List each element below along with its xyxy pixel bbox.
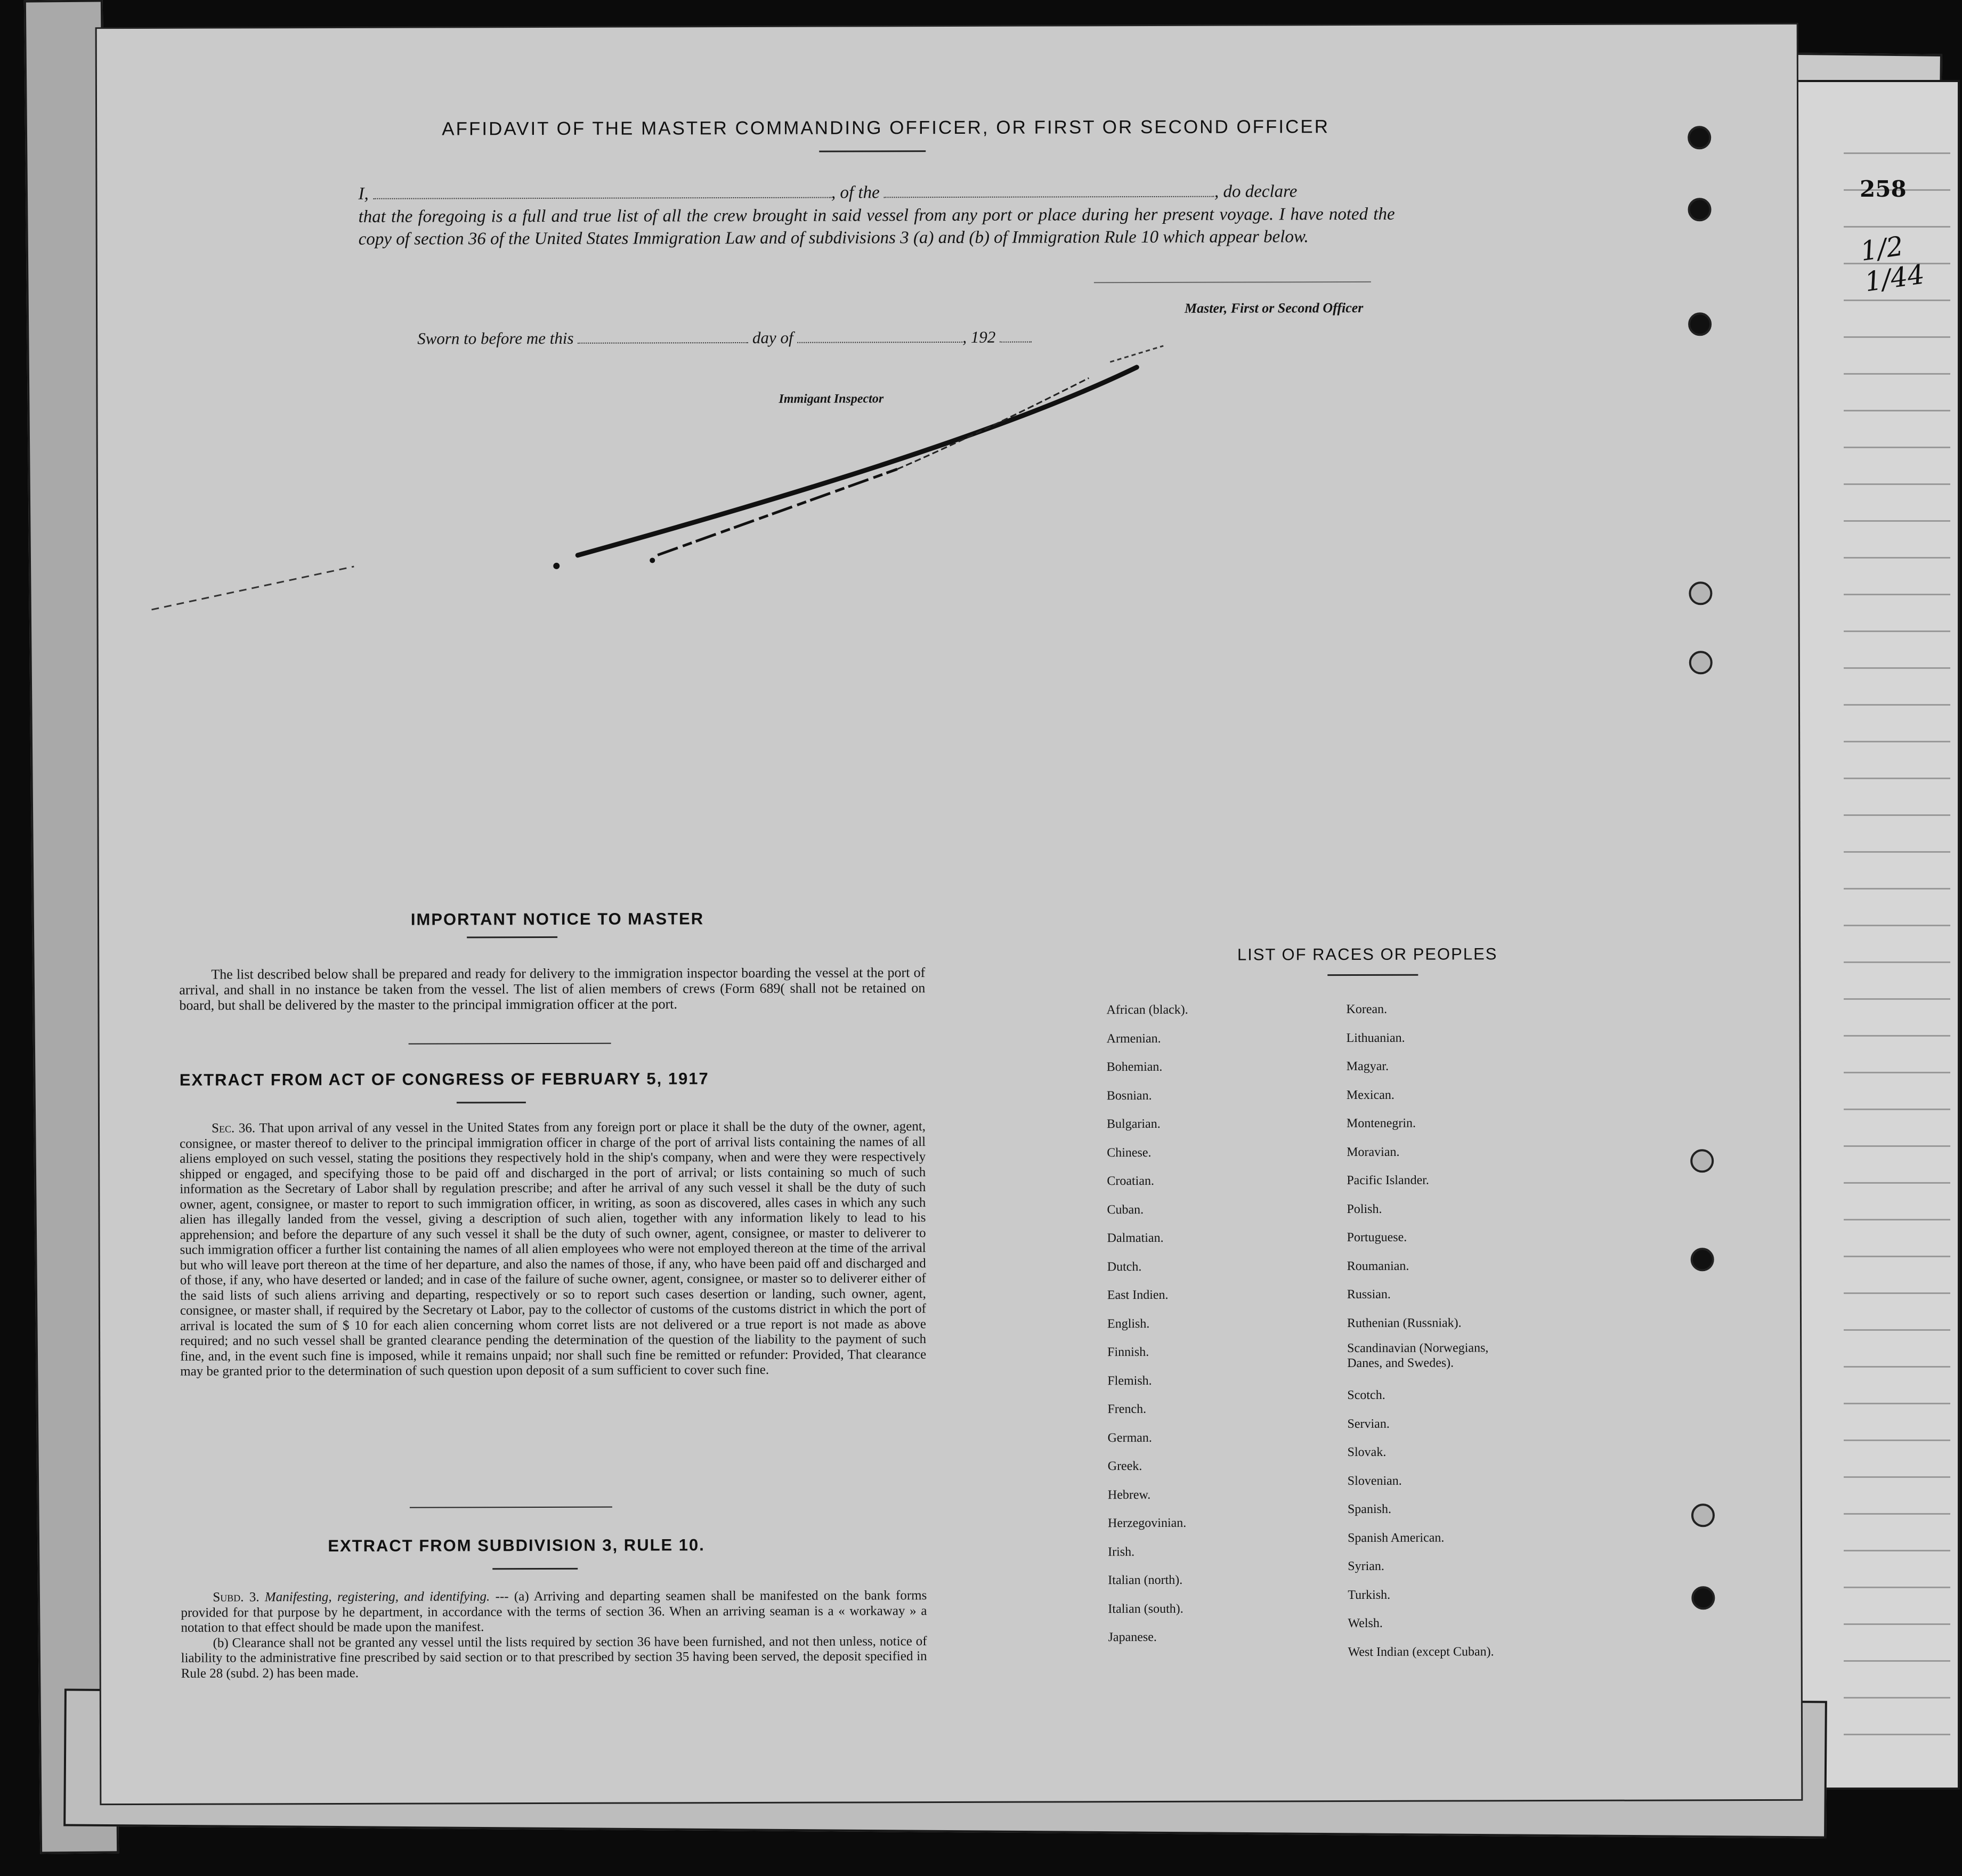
ink-cancellation-stroke [97, 25, 1798, 668]
notice-heading: IMPORTANT NOTICE TO MASTER [410, 909, 704, 929]
inspector-label: Immigant Inspector [779, 392, 884, 406]
affidavit-title: AFFIDAVIT OF THE MASTER COMMANDING OFFICER, OR FIRST OR SECOND OFFICER [442, 116, 1330, 140]
act-text [180, 1119, 926, 1379]
race-item: Chinese. [1107, 1145, 1152, 1160]
race-item: Spanish. [1347, 1502, 1391, 1517]
notice-text: The list described below shall be prepared and ready for delivery to the immigration inspector boarding the vessel at the port of arrival, and shall in no instance be taken from the vessel. The list of alien members of crews (Form 689( shall not be retained on board, but shall be delivered by the master to the principal immigration officer at the port. [179, 965, 926, 1013]
back-sheet-ruled-lines [1844, 117, 1950, 1769]
punch-hole-6 [1690, 1149, 1714, 1172]
punch-hole-1 [1688, 126, 1711, 149]
affidavit-body: that the foregoing is a full and true list of all the crew brought in said vessel from any port or place during her present voyage. I have noted the copy of section 36 of the United States Immigration Law and of subdivisions 3 (a) and (b) of Immigration Rule 10 which appear below. [358, 204, 1395, 249]
race-item: Lithuanian. [1346, 1031, 1405, 1045]
rule10-para-a [181, 1588, 927, 1636]
sworn-prefix: Sworn to before me this [417, 328, 574, 348]
rule10-subd-label: Subd. 3. [213, 1590, 260, 1605]
sworn-year-label: , 192 [962, 327, 996, 346]
do-declare-label: , do declare [1214, 182, 1298, 201]
race-item: West Indian (except Cuban). [1348, 1644, 1494, 1659]
manifest-page [97, 25, 1802, 1804]
rule10-heading-rule [492, 1568, 578, 1570]
race-item: Moravian. [1347, 1145, 1400, 1159]
race-item: Armenian. [1106, 1031, 1161, 1046]
race-item: Magyar. [1346, 1059, 1389, 1074]
race-item: Hebrew. [1107, 1487, 1151, 1502]
race-item: French. [1107, 1402, 1147, 1417]
race-item: Spanish American. [1348, 1531, 1445, 1545]
race-item: Dalmatian. [1107, 1231, 1164, 1246]
race-item: Turkish. [1348, 1588, 1391, 1602]
rule10-para-b: (b) Clearance shall not be granted any vessel until the lists required by section 36 have been furnished, and not then unless, notice of liability to the administrative fine prescribed by said section or to that prescribed by section 35 having been served, the deposit specified in Rule 28 (subd. 2) has been made. [181, 1634, 927, 1681]
rule10-heading: EXTRACT FROM SUBDIVISION 3, RULE 10. [328, 1535, 705, 1556]
act-heading-rule [457, 1102, 526, 1103]
rule10-para-a-text: --- (a) Arriving and departing seamen shall be manifested on the bank forms provided for that purpose by he department, in accordance with the terms of section 36. When an arriving seaman is a « workaway » a notation to that effect should be made upon the manifest. [181, 1588, 927, 1635]
race-item: Portuguese. [1347, 1230, 1407, 1245]
race-item: Korean. [1346, 1002, 1388, 1017]
race-item: Mexican. [1346, 1088, 1395, 1102]
punch-hole-3 [1688, 312, 1712, 336]
act-sec-label: Sec. 36. [212, 1121, 256, 1136]
punch-hole-2 [1688, 198, 1711, 221]
act-divider [410, 1507, 612, 1508]
punch-hole-9 [1691, 1586, 1715, 1610]
punch-hole-8 [1691, 1503, 1715, 1527]
race-item: Ruthenian (Russniak). [1347, 1315, 1462, 1330]
races-heading-rule [1327, 974, 1418, 976]
race-item: Slovak. [1347, 1445, 1387, 1460]
act-body: That upon arrival of any vessel in the United States from any foreign port or place it shall be the duty of the owner, agent, consignee, or master thereof to deliver to the principal immigration officer in charge of the port of arrival lists containing the names of all aliens employed on such vessel, stating the positions they respectively hold in the ship's company, when and were they were respectively shipped or engaged, and specifying those to be paid off and discharged in the port of arrival; or lists containing so much of such information as the Secretary of Labor shall by regulation prescribe; and after he arrival of any such vessel it shall be the duty of such owner, agent, consignee, or master to report to such immigration officer, in writing, as soon as discovered, alles cases in which any such alien has illegally landed from the vessel, giving a description of such alien, together with any information likely to lead to his apprehension; and before the departure of any such vessel it shall be the duty of such owner, agent, consignee, or master to deliverer to such immigration officer a further list containing the names of all alien employees who were not employed thereon at the time of the arrival but who will leave port thereon at the time of her departure, and also the names of those, if any, who have been paid off and discharged and of those, if any, who have deserted or landed; and in case of the failure of suche owner, agent, consignee, or master so to deliverer either of the said lists of such aliens arriving and departing, respectively or so to report such cases desertion or landing, such owner, agent, consignee, or master shall, if required by the Secretary ot Labor, pay to the collector of customs of the customs district in which the port of arrival is located the sum of $ 10 for each alien concerning whom corret lists are not delivered or a true report is not made as above required; and no such vessel shall be granted clearance pending the determination of the question of the liability to the payment of such fine, and, in the event such fine is imposed, while it remains unpaid; nor shall such fine be remitted or refunder: Provided, That clearance may be granted prior to the determination of such question upon deposit of a sum sufficient to cover such fine. [180, 1119, 927, 1379]
race-item: Croatian. [1107, 1174, 1154, 1188]
race-item: German. [1107, 1430, 1152, 1445]
race-item: East Indien. [1107, 1288, 1169, 1303]
race-item: Pacific Islander. [1347, 1173, 1429, 1188]
race-item: Irish. [1108, 1545, 1135, 1559]
races-column-2 [1346, 995, 1561, 1667]
race-item: Scotch. [1347, 1388, 1385, 1403]
notice-divider [409, 1043, 611, 1045]
race-item: Flemish. [1107, 1373, 1152, 1388]
races-column-1 [1106, 996, 1332, 1652]
race-item: Cuban. [1107, 1202, 1144, 1217]
race-item: Italian (north). [1108, 1573, 1183, 1588]
back-sheet-handwriting: 1/2 1/44 [1858, 230, 1927, 298]
race-item: Polish. [1347, 1202, 1382, 1216]
race-item: Bohemian. [1106, 1060, 1163, 1074]
punch-hole-4 [1689, 581, 1712, 605]
race-item: Herzegovinian. [1107, 1516, 1187, 1531]
races-heading: LIST OF RACES OR PEOPLES [1237, 944, 1498, 964]
race-item: Scandinavian (Norwegians, Danes, and Swedes). [1347, 1341, 1489, 1371]
race-item: Servian. [1347, 1417, 1390, 1431]
race-item: Syrian. [1348, 1559, 1384, 1574]
race-item: Montenegrin. [1346, 1116, 1416, 1131]
punch-hole-7 [1691, 1248, 1714, 1271]
i-label: I, [358, 184, 369, 204]
race-item: Dutch. [1107, 1259, 1142, 1274]
act-heading: EXTRACT FROM ACT OF CONGRESS OF FEBRUARY 5, 1917 [179, 1069, 709, 1089]
race-item: Greek. [1107, 1459, 1142, 1474]
race-item: Russian. [1347, 1287, 1391, 1302]
notice-heading-rule [467, 936, 557, 938]
race-item: Japanese. [1108, 1630, 1157, 1645]
rule10-text [181, 1588, 927, 1681]
of-the-label: , of the [831, 183, 880, 203]
master-signature-label: Master, First or Second Officer [1184, 300, 1364, 316]
race-item: English. [1107, 1316, 1150, 1331]
race-item: Bulgarian. [1106, 1117, 1161, 1131]
race-item: Slovenian. [1347, 1474, 1402, 1488]
rule10-subd-title: Manifesting, registering, and identifying. [264, 1589, 490, 1605]
sworn-day-label: day of [752, 328, 793, 347]
punch-hole-5 [1689, 651, 1713, 674]
race-item: African (black). [1106, 1002, 1188, 1017]
race-item: Roumanian. [1347, 1259, 1409, 1273]
race-item: Finnish. [1107, 1345, 1149, 1360]
back-sheet-number: 258 [1860, 176, 1907, 202]
race-item: Welsh. [1348, 1616, 1383, 1631]
race-item: Bosnian. [1106, 1088, 1152, 1103]
race-item: Italian (south). [1108, 1602, 1183, 1616]
